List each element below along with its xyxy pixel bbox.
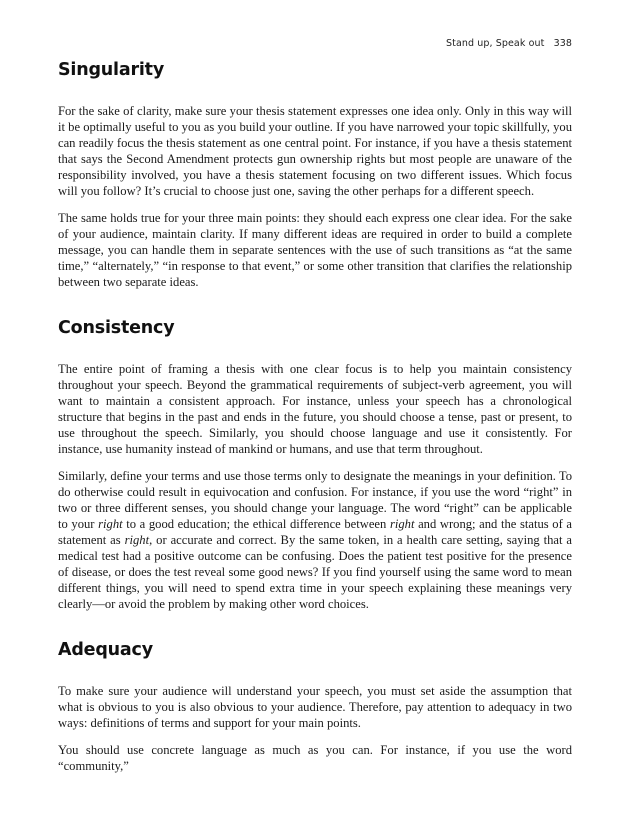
emphasis: right	[124, 533, 150, 547]
section-singularity	[58, 60, 572, 290]
running-header	[446, 38, 572, 49]
page-body	[58, 60, 572, 774]
paragraph	[58, 468, 572, 612]
emphasis: right	[389, 517, 415, 531]
section-adequacy	[58, 640, 572, 774]
paragraph: You should use concrete language as much as you can. For instance, if you use the word “community,”	[58, 743, 572, 773]
paragraph: For the sake of clarity, make sure your thesis statement expresses one idea only. Only in this way will it be optimally useful to you as you build your outline. If you have narrowed your topic skillfully, you can readily focus the thesis statement as one central point. For instance, if you have a thesis statement that says the Second Amendment protects gun ownership rights but most people are unaware of the responsibility involved, you have a thesis statement focusing on two different issues. Which focus will you follow? It’s crucial to choose just one, saving the other perhaps for a different speech.	[58, 104, 572, 198]
paragraph: The entire point of framing a thesis with one clear focus is to help you maintain consistency throughout your speech. Beyond the grammatical requirements of subject-verb agreement, you will want to maintain a consistent approach. For instance, unless your speech has a chronological structure that begins in the past and ends in the future, you should choose a tense, past or present, to use throughout the speech. Similarly, you should choose language and use it consistently. For instance, use humanity instead of mankind or humans, and use that term throughout.	[58, 362, 572, 456]
emphasis: right	[98, 517, 123, 531]
paragraph: To make sure your audience will understand your speech, you must set aside the assumption that what is obvious to you is also obvious to your audience. Therefore, pay attention to adequacy in two ways: definitions of terms and support for your main points.	[58, 684, 572, 730]
paragraph: The same holds true for your three main points: they should each express one clear idea. For the sake of your audience, maintain clarity. If many different ideas are required in order to build a complete message, you can handle them in separate sentences with the use of such transitions as “at the same time,” “alternately,” “in response to that event,” or some other transition that clarifies the relationship between two separate ideas.	[58, 211, 572, 289]
section-heading: Adequacy	[58, 640, 153, 660]
section-consistency	[58, 318, 572, 612]
book-title: Stand up, Speak out	[445, 38, 545, 49]
text-run: to a good education; the ethical difference between	[122, 517, 390, 531]
page-number: 338	[553, 38, 572, 49]
text-run: Similarly, define your terms and use those terms only to designate the meanings in your definition. To do otherwise could result in equivocation and confusion. For instance, if you use the word “right” in two or three different senses, you should change your language. The word “right” can be applicable to your	[58, 469, 572, 531]
section-heading: Consistency	[58, 318, 175, 338]
section-heading: Singularity	[58, 60, 165, 80]
text-run: and wrong; and the status of a statement as	[58, 517, 572, 547]
text-run: , or accurate and correct. By the same token, in a health care setting, saying that a medical test had a positive outcome can be confusing. Does the patient test positive for the presence of disease, or does the test reveal some good news? If you find yourself using the same word to mean different things, you will need to spend extra time in your speech explaining these meanings very clearly—or avoid the problem by making other word choices.	[58, 533, 572, 611]
